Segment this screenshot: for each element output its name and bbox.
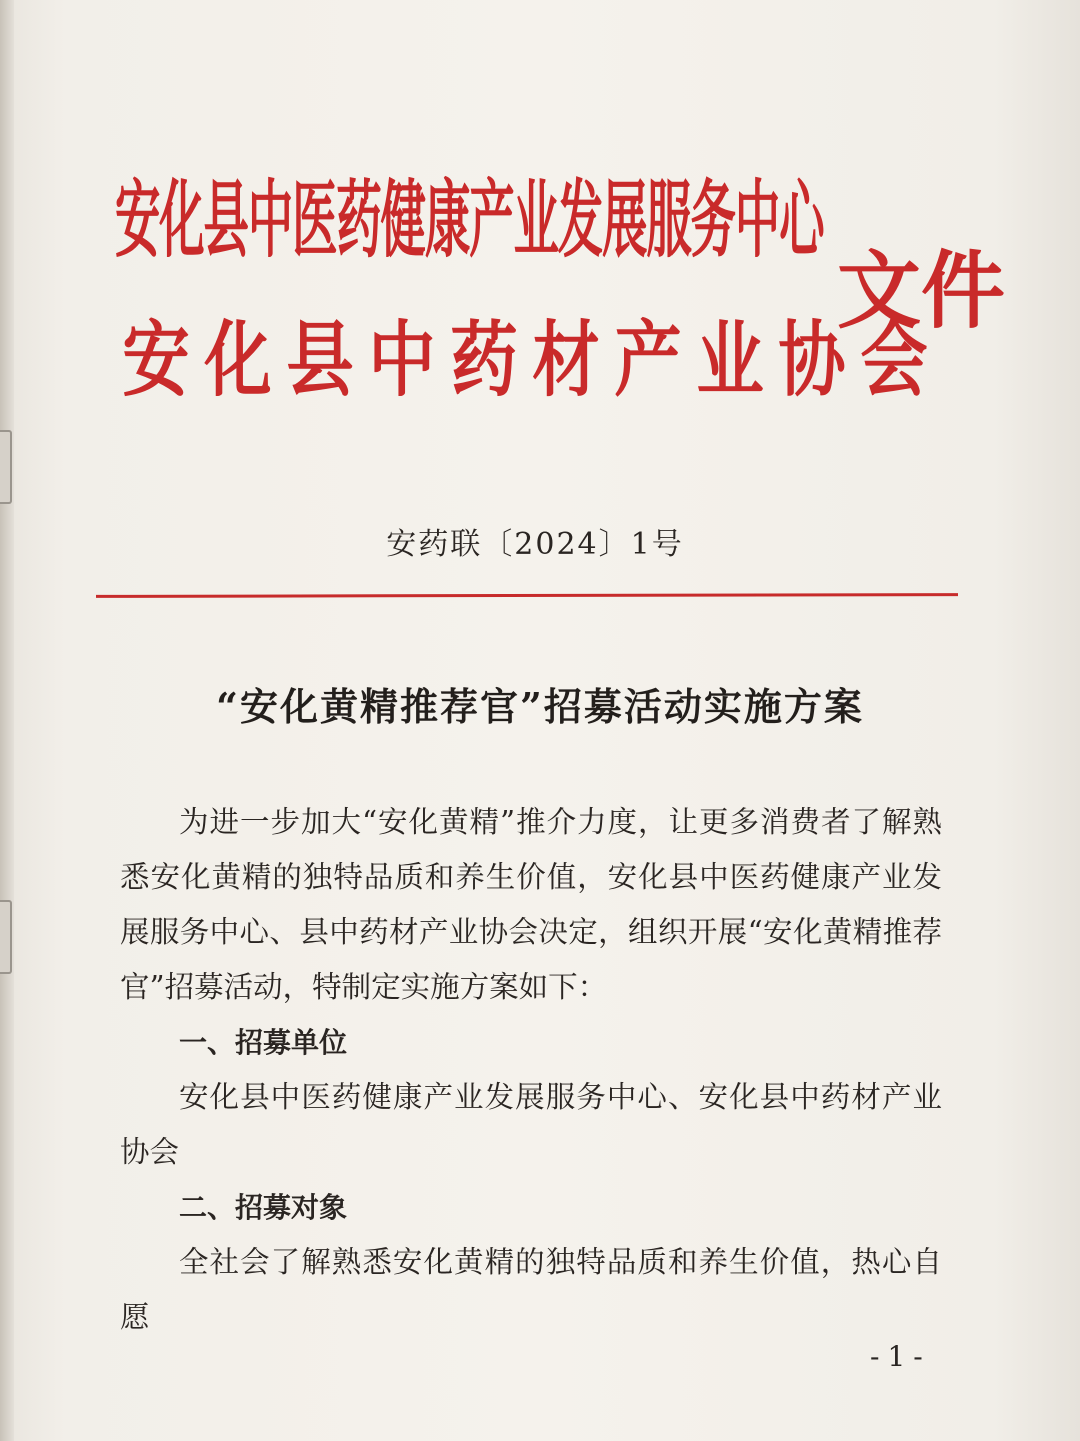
org-2-char: 会: [860, 312, 928, 408]
document-body: [120, 795, 942, 1345]
org-2-char: 产: [614, 312, 682, 408]
red-divider: [96, 593, 958, 598]
org-2-char: 化: [204, 312, 272, 408]
issuing-org-1: 安化县中医药健康产业发展服务中心: [115, 170, 824, 269]
org-2-char: 业: [696, 312, 764, 408]
issuing-org-2: [115, 300, 928, 420]
staple-icon: [0, 900, 12, 974]
org-2-char: 材: [532, 312, 600, 408]
section-heading: 一、招募单位: [179, 1026, 348, 1059]
section-paragraph: 安化县中医药健康产业发展服务中心、安化县中药材产业协会: [120, 1080, 942, 1169]
org-2-char: 县: [286, 312, 354, 408]
section-heading: 二、招募对象: [179, 1191, 348, 1224]
org-2-char: 药: [450, 312, 518, 408]
org-2-char: 安: [122, 312, 190, 408]
staple-icon: [0, 430, 12, 504]
section-paragraph: 全社会了解熟悉安化黄精的独特品质和养生价值，热心自愿: [120, 1245, 942, 1334]
document-number: 安药联〔2024〕1号: [386, 527, 684, 562]
page-number: -1-: [870, 1340, 931, 1373]
document-title: “安化黄精推荐官”招募活动实施方案: [216, 684, 864, 729]
org-2-char: 中: [368, 312, 436, 408]
intro-paragraph: 为进一步加大“安化黄精”推介力度，让更多消费者了解熟悉安化黄精的独特品质和养生价值，安化县中医药健康产业发展服务中心、县中药材产业协会决定，组织开展“安化黄精推荐官”招募活动，特制定实施方案如下：: [120, 805, 942, 1004]
org-2-char: 协: [778, 312, 846, 408]
document-suffix: 文件: [837, 241, 1006, 340]
